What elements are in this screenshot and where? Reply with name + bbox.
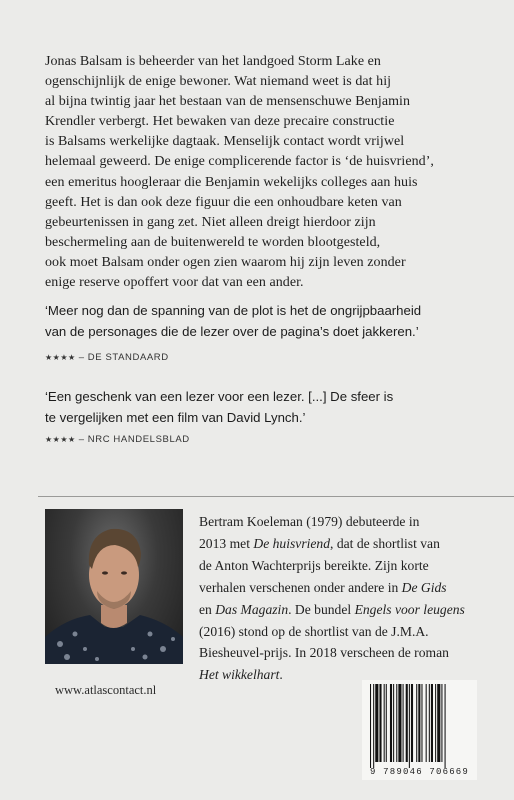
quote-line: ‘Meer nog dan de spanning van de plot is het de ongrijpbaarheid bbox=[45, 303, 422, 318]
barcode-bar bbox=[441, 684, 442, 762]
barcode-bar bbox=[445, 684, 446, 768]
barcode-bar bbox=[431, 684, 433, 762]
author-photo bbox=[45, 509, 183, 664]
bio-line: Bertram Koeleman (1979) debuteerde in bbox=[199, 514, 420, 529]
review-source-nrc bbox=[45, 434, 190, 445]
review-source-label: – DE STANDAARD bbox=[78, 352, 169, 363]
barcode-bar bbox=[375, 684, 378, 762]
blurb-line: is Balsams werkelijke dagtaak. Menselijk contact wordt vrijwel bbox=[45, 134, 405, 150]
bio-line: 2013 met De huisvriend, dat de shortlist van bbox=[199, 535, 440, 551]
bio-line: (2016) stond op de shortlist van de J.M.A. bbox=[199, 623, 429, 639]
quote-line: te vergelijken met een film van David Lynch.’ bbox=[45, 410, 306, 425]
barcode-bar bbox=[396, 684, 397, 762]
barcode-bar bbox=[409, 684, 410, 768]
blurb-line: ogenschijnlijk de enige bewoner. Wat niemand weet is dat hij bbox=[45, 74, 392, 90]
barcode-bar bbox=[418, 684, 420, 762]
author-portrait-illustration bbox=[45, 509, 183, 664]
barcode-bar bbox=[370, 684, 371, 768]
barcode-bar bbox=[379, 684, 381, 762]
barcode-bar bbox=[384, 684, 385, 762]
rating-stars: ★★★★ bbox=[45, 353, 76, 362]
barcode-bar bbox=[421, 684, 422, 762]
barcode-bars bbox=[362, 680, 477, 768]
review-source-label: – NRC HANDELSBLAD bbox=[78, 434, 190, 445]
blurb-line: een emeritus hoogleraar die Benjamin wekelijks colleges aan huis bbox=[45, 174, 418, 190]
barcode-bar bbox=[390, 684, 392, 762]
barcode-bar bbox=[403, 684, 404, 762]
bio-line: en Das Magazin. De bundel Engels voor leugens bbox=[199, 601, 465, 617]
bio-line: Het wikkelhart. bbox=[199, 667, 283, 683]
magazine-title: De Gids bbox=[401, 579, 447, 595]
bio-line: de Anton Wachterprijs bereikte. Zijn korte bbox=[199, 557, 429, 573]
blurb-line: geeft. Het is dan ook deze figuur die een onhoudbare keten van bbox=[45, 194, 402, 210]
barcode-bar bbox=[406, 684, 408, 762]
publisher-website[interactable]: www.atlascontact.nl bbox=[55, 683, 157, 697]
barcode-bar bbox=[373, 684, 374, 768]
blurb-line: gebeurtenissen in gang zet. Niet alleen dreigt hierdoor zijn bbox=[45, 214, 376, 230]
rating-stars: ★★★★ bbox=[45, 435, 76, 444]
quote-line: van de personages die de lezer over de pagina’s doet jakkeren.’ bbox=[45, 324, 419, 339]
book-title: De huisvriend bbox=[253, 535, 331, 551]
blurb-line: Jonas Balsam is beheerder van het landgoed Storm Lake en bbox=[45, 54, 381, 69]
blurb-line: al bijna twintig jaar het bestaan van de mensenschuwe Benjamin bbox=[45, 94, 411, 110]
blurb-line: ook moet Balsam onder ogen zien waarom hij zijn leven zonder bbox=[45, 254, 406, 270]
magazine-title: Das Magazin bbox=[215, 601, 289, 617]
review-quote-nrc bbox=[45, 386, 485, 428]
review-source-standaard bbox=[45, 352, 169, 363]
section-divider bbox=[38, 496, 514, 497]
isbn-digits: 9 789046 706669 bbox=[369, 767, 469, 777]
review-quote-standaard bbox=[45, 300, 485, 342]
blurb-line: Krendler verbergt. Het bewaken van deze precaire constructie bbox=[45, 114, 395, 130]
barcode-bar bbox=[426, 684, 427, 762]
barcode-bar bbox=[398, 684, 401, 762]
back-cover-blurb bbox=[45, 52, 475, 293]
isbn-barcode bbox=[362, 680, 477, 780]
barcode-bar bbox=[411, 684, 413, 762]
book-title: Engels voor leugens bbox=[354, 601, 465, 617]
quote-line: ‘Een geschenk van een lezer voor een lezer. [...] De sfeer is bbox=[45, 389, 394, 404]
bio-line: Biesheuvel-prijs. In 2018 verscheen de roman bbox=[199, 645, 449, 661]
blurb-line: enige reserve opoffert voor dat van een ander. bbox=[45, 275, 304, 291]
barcode-bar bbox=[386, 684, 387, 762]
blurb-line: helemaal geweerd. De enige complicerende factor is ‘de huisvriend’, bbox=[45, 154, 434, 170]
barcode-bar bbox=[429, 684, 430, 762]
barcode-bar bbox=[437, 684, 440, 762]
bio-line: verhalen verschenen onder andere in De Gids bbox=[199, 579, 447, 595]
barcode-bar bbox=[393, 684, 394, 762]
author-bio bbox=[199, 511, 499, 686]
book-title: Het wikkelhart bbox=[199, 667, 280, 683]
blurb-line: beschermeling aan de buitenwereld te worden blootgesteld, bbox=[45, 234, 381, 250]
barcode-bar bbox=[416, 684, 417, 762]
barcode-bar bbox=[435, 684, 436, 762]
